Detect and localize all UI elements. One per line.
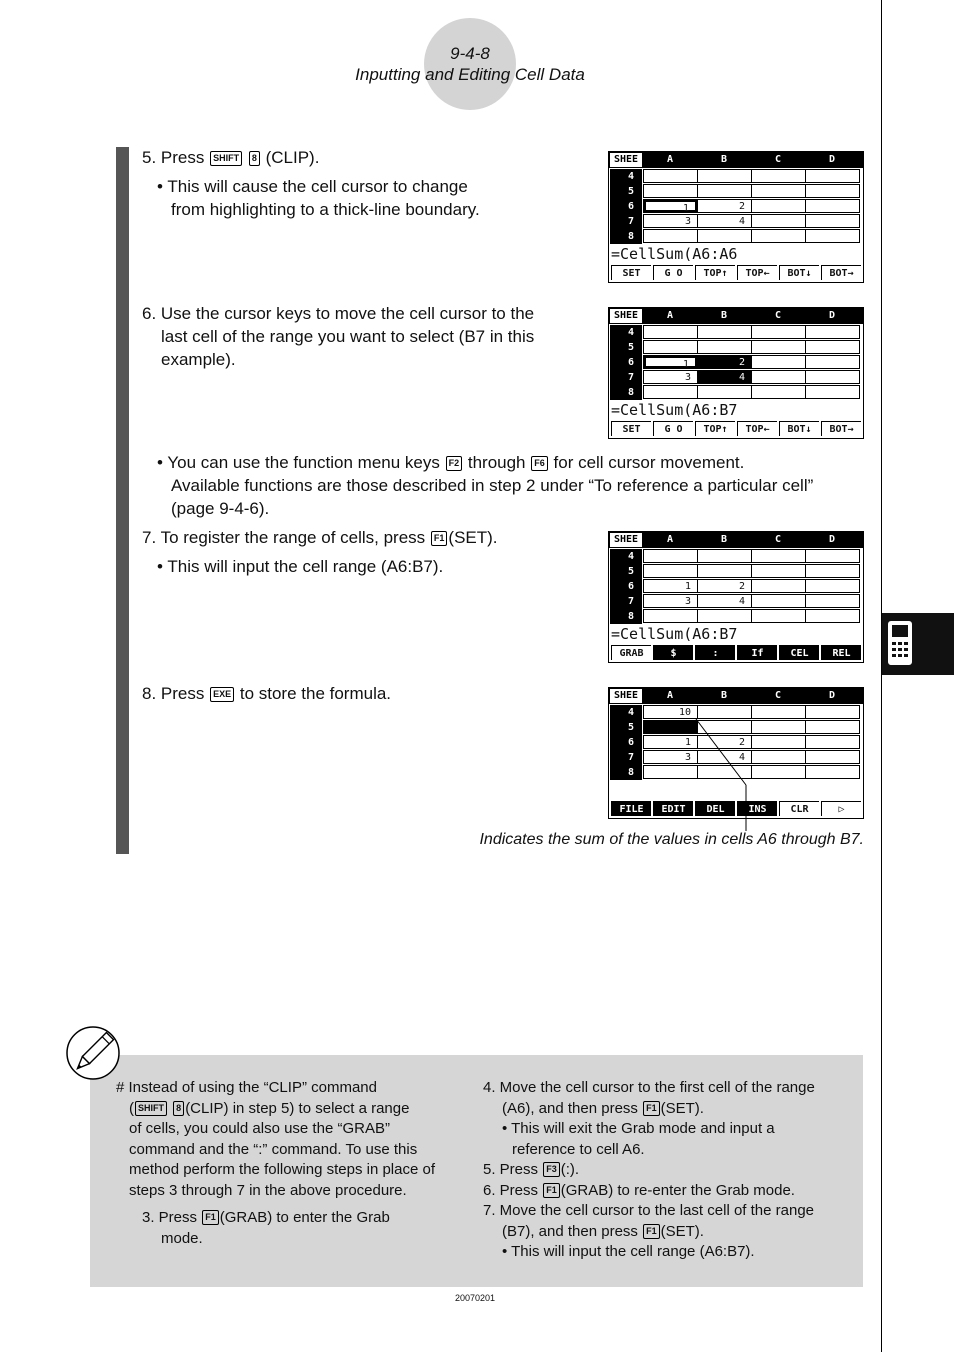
sheet-cell [805, 385, 860, 399]
sheet-cell [643, 169, 698, 183]
row-header: 5 [610, 564, 642, 579]
sheet-cell [805, 229, 860, 243]
exe-key: EXE [210, 687, 234, 702]
sheet-cell [805, 564, 860, 578]
note-r2: (A6), and then press F1 (SET). [502, 1100, 704, 1117]
sheet-cell [697, 385, 752, 399]
row-header: 5 [610, 720, 642, 735]
menu-item: BOT↓ [779, 421, 819, 436]
sheet-cell [805, 750, 860, 764]
formula-line: =CellSum(A6:A6 [611, 245, 738, 263]
note-r4: reference to cell A6. [512, 1141, 645, 1158]
row-header: 6 [610, 735, 642, 750]
sheet-cell [805, 579, 860, 593]
f3-key: F3 [543, 1162, 560, 1177]
note-l3: of cells, you could also use the “GRAB” [129, 1120, 390, 1137]
menu-item: $ [653, 645, 693, 660]
sheet-label: SHEE [610, 153, 642, 167]
sheet-cell [805, 325, 860, 339]
sheet-cell [697, 564, 752, 578]
function-menu [609, 421, 863, 437]
sheet-cell: 4 [697, 750, 752, 764]
sheet-cell [751, 720, 806, 734]
function-menu [609, 265, 863, 281]
sheet-cell [643, 325, 698, 339]
sheet-cell: 4 [697, 594, 752, 608]
step-6-line2: last cell of the range you want to select (B7 in this [161, 327, 535, 346]
note-r7: 7. Move the cell cursor to the last cell of the range [483, 1202, 815, 1219]
sheet-cell [805, 765, 860, 779]
sheet-cell: 4 [697, 214, 752, 228]
f6-key: F6 [531, 456, 548, 471]
column-header: B [720, 534, 728, 545]
sheet-cell [805, 370, 860, 384]
column-header: C [774, 690, 782, 701]
page-edge-line [881, 0, 882, 1352]
step-7: 7. To register the range of cells, press F1 (SET). [142, 528, 498, 547]
row-header: 7 [610, 370, 642, 385]
sheet-cell: 2 [697, 579, 752, 593]
row-header: 6 [610, 355, 642, 370]
calc-screen-2 [608, 307, 864, 439]
step-6-line3: example). [161, 350, 236, 369]
note-l6: steps 3 through 7 in the above procedure. [129, 1182, 407, 1199]
menu-item: If [737, 645, 777, 660]
key-8: 8 [249, 151, 260, 166]
formula-line: =CellSum(A6:B7 [611, 401, 738, 419]
sheet-cell [643, 229, 698, 243]
sheet-cell [805, 199, 860, 213]
footer-code: 20070201 [454, 1293, 496, 1303]
menu-item: CEL [779, 645, 819, 660]
row-header: 8 [610, 385, 642, 400]
sheet-cell [697, 325, 752, 339]
page-number: 9-4-8 [450, 44, 490, 63]
note-l4: command and the “:” command. To use this [129, 1141, 418, 1158]
menu-item: REL [821, 645, 861, 660]
sheet-cell [805, 214, 860, 228]
sheet-cell [697, 549, 752, 563]
sheet-cell [751, 594, 806, 608]
pencil-note-icon [64, 1025, 122, 1081]
sheet-cell [805, 340, 860, 354]
sheet-cell: 3 [643, 594, 698, 608]
figure-caption: Indicates the sum of the values in cells A6 through B7. [479, 831, 864, 848]
sheet-cell: 1 [643, 579, 698, 593]
note-r9: • This will input the cell range (A6:B7). [502, 1243, 755, 1260]
column-header: A [666, 534, 674, 545]
sheet-cell [805, 609, 860, 623]
sheet-cell [805, 594, 860, 608]
sheet-cell [751, 370, 806, 384]
f2-key: F2 [446, 456, 463, 471]
sheet-cell: 1 [643, 199, 698, 213]
note-r1: 4. Move the cell cursor to the first cell of the range [483, 1079, 815, 1096]
sheet-cell [751, 750, 806, 764]
sheet-cell [751, 765, 806, 779]
fn-keys-bullet-line2: Available functions are those described in step 2 under “To reference a particular cell” [171, 476, 814, 495]
column-header: B [720, 690, 728, 701]
step-5: 5. Press SHIFT 8 (CLIP). [142, 148, 320, 167]
sheet-cell [751, 609, 806, 623]
sheet-cell [751, 199, 806, 213]
f1-key: F1 [643, 1224, 660, 1239]
column-header: D [828, 154, 836, 165]
note-r6: 6. Press F1 (GRAB) to re-enter the Grab mode. [483, 1182, 795, 1199]
f1-key: F1 [543, 1183, 560, 1198]
row-header: 7 [610, 594, 642, 609]
menu-item: TOP← [737, 421, 777, 436]
menu-item: CLR [779, 801, 819, 816]
procedure-bar [116, 147, 129, 854]
column-header: C [774, 534, 782, 545]
sheet-cell [805, 355, 860, 369]
sheet-cell [751, 549, 806, 563]
sheet-cell [751, 564, 806, 578]
row-header: 4 [610, 549, 642, 564]
column-header: A [666, 154, 674, 165]
shift-key: SHIFT [210, 151, 242, 166]
sheet-cell: 1 [643, 735, 698, 749]
column-header: C [774, 310, 782, 321]
note-r8: (B7), and then press F1 (SET). [502, 1223, 704, 1240]
sheet-cell [805, 735, 860, 749]
page-title: Inputting and Editing Cell Data [355, 65, 585, 84]
sheet-cell [805, 720, 860, 734]
menu-item: : [695, 645, 735, 660]
sheet-cell: 3 [643, 214, 698, 228]
menu-item: SET [611, 421, 651, 436]
sheet-cell [751, 705, 806, 719]
sheet-cell [643, 609, 698, 623]
sheet-cell [697, 340, 752, 354]
sheet-label: SHEE [610, 533, 642, 547]
row-header: 8 [610, 765, 642, 780]
sheet-cell [751, 229, 806, 243]
row-header: 8 [610, 229, 642, 244]
sheet-cell [751, 214, 806, 228]
sheet-cell [751, 340, 806, 354]
menu-item: FILE [611, 801, 651, 816]
sheet-cell: 4 [697, 370, 752, 384]
menu-item: TOP↑ [695, 421, 735, 436]
step-8: 8. Press EXE to store the formula. [142, 684, 392, 703]
sheet-cell [643, 184, 698, 198]
calc-screen-3 [608, 531, 864, 663]
f1-key: F1 [643, 1101, 660, 1116]
sheet-cell [751, 579, 806, 593]
note-l7: 3. Press F1 (GRAB) to enter the Grab [142, 1209, 390, 1226]
callout-leader [690, 715, 750, 835]
note-l5: method perform the following steps in place of [129, 1161, 435, 1178]
column-header: A [666, 690, 674, 701]
menu-item: EDIT [653, 801, 693, 816]
note-r3: • This will exit the Grab mode and input a [502, 1120, 775, 1137]
row-header: 4 [610, 169, 642, 184]
sheet-cell [751, 325, 806, 339]
menu-item: TOP← [737, 265, 777, 280]
sheet-cell [805, 705, 860, 719]
shift-key: SHIFT [135, 1101, 167, 1116]
menu-item: G O [653, 421, 693, 436]
f1-key: F1 [202, 1210, 219, 1225]
row-header: 6 [610, 199, 642, 214]
sheet-label: SHEE [610, 689, 642, 703]
column-header: A [666, 310, 674, 321]
note-r5: 5. Press F3 (:). [483, 1161, 580, 1178]
sheet-cell: 2 [697, 199, 752, 213]
row-header: 7 [610, 750, 642, 765]
sheet-cell [751, 355, 806, 369]
sheet-label: SHEE [610, 309, 642, 323]
sheet-cell [805, 184, 860, 198]
step-7-bullet: • This will input the cell range (A6:B7). [157, 557, 444, 576]
fn-keys-bullet-line3: (page 9-4-6). [171, 499, 270, 518]
sheet-cell [805, 549, 860, 563]
column-header: C [774, 154, 782, 165]
menu-item: SET [611, 265, 651, 280]
column-header: D [828, 534, 836, 545]
sheet-cell [643, 385, 698, 399]
sheet-cell [643, 549, 698, 563]
row-header: 5 [610, 184, 642, 199]
menu-item: BOT→ [821, 265, 861, 280]
sheet-cell [805, 169, 860, 183]
sheet-cell [751, 184, 806, 198]
menu-item: TOP↑ [695, 265, 735, 280]
sheet-cell [643, 564, 698, 578]
row-header: 7 [610, 214, 642, 229]
menu-item: ▷ [821, 801, 861, 816]
row-header: 4 [610, 705, 642, 720]
sheet-cell: 3 [643, 750, 698, 764]
f1-key: F1 [431, 531, 448, 546]
column-header: B [720, 154, 728, 165]
key-8: 8 [173, 1101, 184, 1116]
column-header: D [828, 690, 836, 701]
sheet-cell [643, 340, 698, 354]
function-menu [609, 645, 863, 661]
sheet-cell: 10 [643, 705, 698, 719]
sheet-cell: 1 [643, 355, 698, 369]
column-header: D [828, 310, 836, 321]
sheet-cell: 2 [697, 355, 752, 369]
sheet-cell [751, 385, 806, 399]
menu-item: INS [737, 801, 777, 816]
menu-item: DEL [695, 801, 735, 816]
formula-line: =CellSum(A6:B7 [611, 625, 738, 643]
sheet-cell [751, 169, 806, 183]
column-header: B [720, 310, 728, 321]
menu-item: G O [653, 265, 693, 280]
header-circle [424, 18, 516, 110]
sheet-cell: 2 [697, 735, 752, 749]
row-header: 6 [610, 579, 642, 594]
sheet-cell [697, 184, 752, 198]
row-header: 5 [610, 340, 642, 355]
menu-item: BOT→ [821, 421, 861, 436]
sheet-cell [697, 229, 752, 243]
row-header: 8 [610, 609, 642, 624]
note-l1: # Instead of using the “CLIP” command [116, 1079, 377, 1096]
sheet-cell: 3 [643, 370, 698, 384]
calculator-icon [887, 620, 913, 666]
fn-keys-bullet: • You can use the function menu keys F2 through F6 for cell cursor movement. [157, 453, 745, 472]
menu-item: GRAB [611, 645, 651, 660]
note-l2: ( SHIFT 8 (CLIP) in step 5) to select a range [129, 1100, 410, 1117]
sheet-cell [697, 169, 752, 183]
sheet-cell [697, 609, 752, 623]
note-l8: mode. [161, 1230, 203, 1247]
step-6-line1: 6. Use the cursor keys to move the cell cursor to the [142, 304, 535, 323]
step-5-bullet: • This will cause the cell cursor to change [157, 177, 468, 196]
menu-item: BOT↓ [779, 265, 819, 280]
step-5-bullet-cont: from highlighting to a thick-line boundary. [171, 200, 480, 219]
sheet-cell [751, 735, 806, 749]
row-header: 4 [610, 325, 642, 340]
calc-screen-1 [608, 151, 864, 283]
